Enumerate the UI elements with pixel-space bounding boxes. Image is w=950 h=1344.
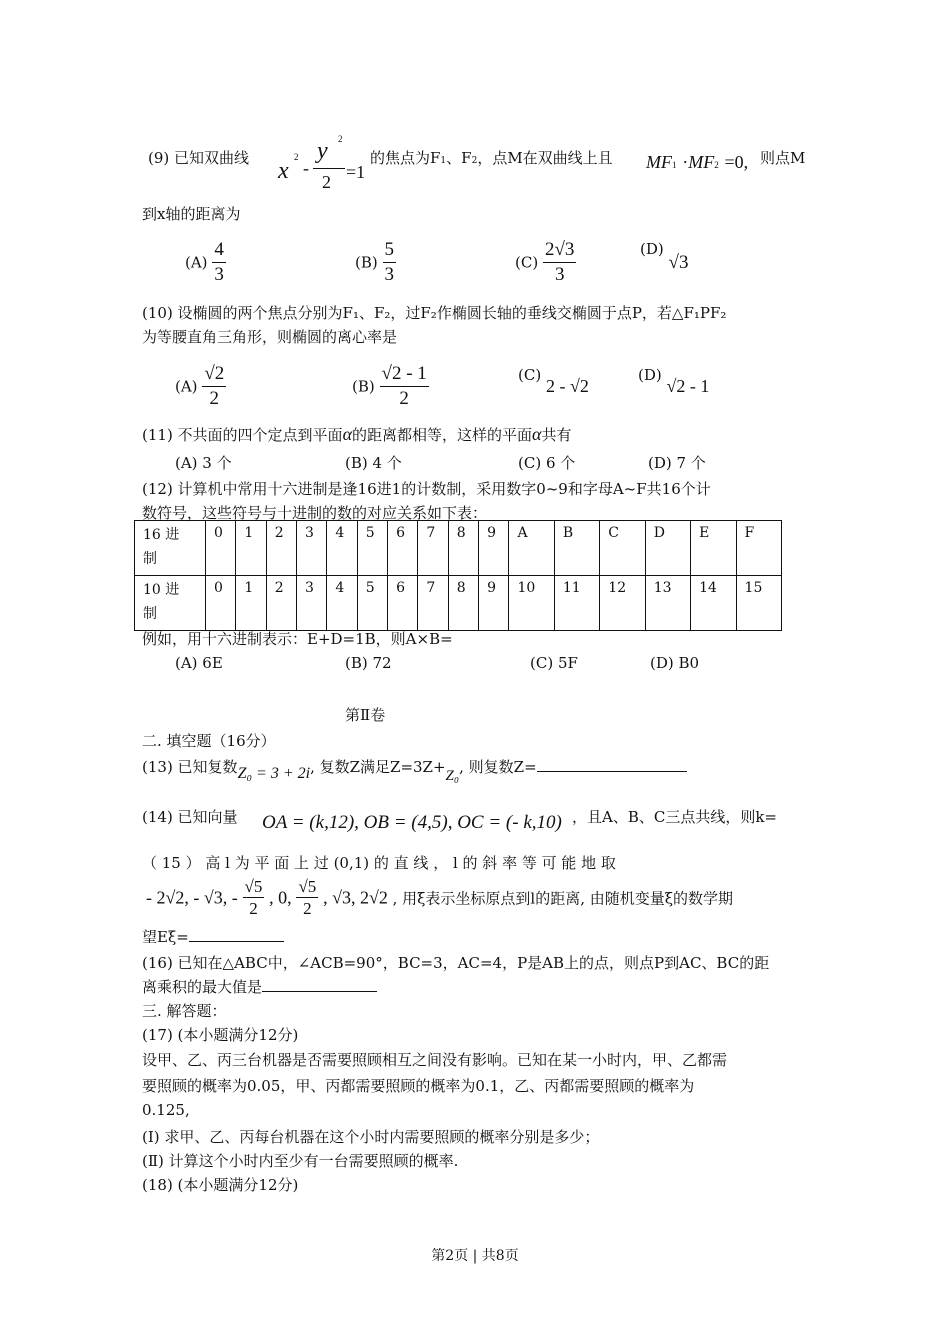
q10-option-b: (B) $\frac{√2 - 1}{2}$ [352, 363, 427, 409]
q15-answer-blank[interactable] [189, 941, 284, 942]
table-cell: 6 [388, 521, 418, 576]
q12-option-b: (B) 72 [345, 654, 392, 672]
table-cell: 6 [388, 576, 418, 631]
q11-option-b: (B) 4 个 [345, 454, 402, 472]
q18-heading: (18) (本小题满分12分) [142, 1176, 299, 1194]
q15-stem-line3: 望Eξ= [142, 926, 284, 947]
q10-option-c: (C) 2 - √2 [518, 366, 589, 396]
q17-text-line1: 设甲、乙、丙三台机器是否需要照顾相互之间没有影响。已知在某一小时内，甲、乙都需 [142, 1051, 728, 1069]
table-cell: 9 [479, 521, 509, 576]
q12-option-c: (C) 5F [530, 654, 578, 672]
table-cell: 2 [266, 576, 296, 631]
table-cell: 5 [357, 521, 387, 576]
table-cell: 8 [448, 521, 478, 576]
q16-answer-blank[interactable] [262, 991, 377, 992]
q13-answer-blank[interactable] [537, 771, 687, 772]
q14-stem: (14) 已知向量 [142, 808, 238, 826]
q14-vectors: OA = (k,12), OB = (4,5), OC = (- k,10) [262, 812, 562, 833]
q9-stem-line2: 到x轴的距离为 [142, 205, 241, 223]
table-cell: 5 [357, 576, 387, 631]
q9-stem: (9) 已知双曲线 [148, 149, 250, 167]
table-row-decimal [135, 576, 782, 631]
table-cell: 1 [236, 521, 266, 576]
table-cell: A [509, 521, 554, 576]
table-cell: F [736, 521, 781, 576]
q11-stem: (11) 不共面的四个定点到平面α的距离都相等，这样的平面α共有 [142, 424, 572, 444]
table-cell: 15 [736, 576, 781, 631]
q15-slope-values: - 2√2, - √3, - $\frac{√5}{2}$ , 0, $\frac{√5}{2}$ , √3, 2√2 , 用ξ表示坐标原点到l的距离, 由随机变量ξ的数学期 [146, 877, 734, 919]
table-cell: E [691, 521, 736, 576]
q13-stem: (13) 已知复数Z₀ = 3 + 2i, 复数Z满足Z=3Z+Z₀, 则复数Z= [142, 756, 687, 777]
q17-text-line2: 要照顾的概率为0.05，甲、丙都需要照顾的概率为0.1，乙、丙都需要照顾的概率为 [142, 1077, 695, 1095]
q9-stem-tail: 则点M [760, 149, 806, 167]
table-cell: 4 [327, 576, 357, 631]
q15-stem-line1: （ 15 ） 高 l 为 平 面 上 过 (0,1) 的 直 线 ， l 的 斜 率 等 可 能 地 取 [142, 854, 616, 872]
table-cell: 3 [297, 521, 327, 576]
q9-option-c: (C) $\frac{2√3}{3}$ [515, 239, 575, 285]
q10-stem-line2: 为等腰直角三角形，则椭圆的离心率是 [142, 328, 398, 346]
q17-text-line3: 0.125, [142, 1101, 190, 1119]
q11-option-c: (C) 6 个 [518, 454, 576, 472]
table-cell: 10 [509, 576, 554, 631]
table-cell: 14 [691, 576, 736, 631]
table-cell: 0 [206, 521, 236, 576]
table-cell: 7 [418, 521, 448, 576]
q12-stem-line2: 数符号，这些符号与十进制的数的对应关系如下表： [142, 504, 488, 522]
q9-stem-focus: 的焦点为F1、F2，点M在双曲线上且 [370, 149, 613, 167]
section3-heading: 三. 解答题： [142, 1002, 227, 1020]
q16-stem-line2: 离乘积的最大值是 [142, 976, 377, 997]
q10-option-a: (A) $\frac{√2}{2}$ [175, 363, 225, 409]
q10-stem-line1: (10) 设椭圆的两个焦点分别为F₁、F₂，过F₂作椭圆长轴的垂线交椭圆于点P，若△F₁PF₂ [142, 304, 727, 322]
table-cell: 0 [206, 576, 236, 631]
table-cell: C [600, 521, 645, 576]
q10-option-d: (D) √2 - 1 [638, 366, 710, 396]
q9-option-b: (B) $\frac{5}{3}$ [355, 239, 395, 285]
row-label-decimal: 10 进 制 [135, 576, 206, 631]
q17-part-1: (Ⅰ) 求甲、乙、丙每台机器在这个小时内需要照顾的概率分别是多少； [142, 1128, 600, 1146]
table-cell: 8 [448, 576, 478, 631]
table-cell: 11 [554, 576, 599, 631]
q9-option-a: (A) $\frac{4}{3}$ [185, 239, 224, 285]
q9-vector-condition: MF1 ·MF2 =0, [646, 152, 749, 172]
table-cell: 7 [418, 576, 448, 631]
q14-stem-tail: ，且A、B、C三点共线，则k= [572, 808, 777, 826]
q12-stem-line1: (12) 计算机中常用十六进制是逢16进1的计数制，采用数字0~9和字母A~F共16个计 [142, 480, 711, 498]
part2-title: 第Ⅱ卷 [345, 706, 386, 724]
q9-option-d: (D) √3 [640, 240, 689, 273]
q11-option-a: (A) 3 个 [175, 454, 232, 472]
table-cell: 1 [236, 576, 266, 631]
q11-option-d: (D) 7 个 [648, 454, 706, 472]
q17-heading: (17) (本小题满分12分) [142, 1026, 299, 1044]
section2-heading: 二. 填空题（16分） [142, 732, 276, 750]
table-cell: 3 [297, 576, 327, 631]
table-cell: 12 [600, 576, 645, 631]
page-footer: 第2页 | 共8页 [431, 1248, 519, 1264]
q12-option-a: (A) 6E [175, 654, 223, 672]
hex-decimal-table [134, 520, 782, 631]
q12-example: 例如，用十六进制表示：E+D=1B，则A×B= [142, 630, 453, 648]
table-cell: 4 [327, 521, 357, 576]
row-label-hex: 16 进 制 [135, 521, 206, 576]
table-cell: 9 [479, 576, 509, 631]
table-cell: D [645, 521, 690, 576]
q12-option-d: (D) B0 [650, 654, 700, 672]
table-cell: B [554, 521, 599, 576]
table-cell: 2 [266, 521, 296, 576]
q17-part-2: (Ⅱ) 计算这个小时内至少有一台需要照顾的概率. [142, 1152, 459, 1170]
table-row-hex [135, 521, 782, 576]
q16-stem-line1: (16) 已知在△ABC中，∠ACB=90°，BC=3，AC=4，P是AB上的点，则点P到AC、BC的距 [142, 954, 770, 972]
table-cell: 13 [645, 576, 690, 631]
